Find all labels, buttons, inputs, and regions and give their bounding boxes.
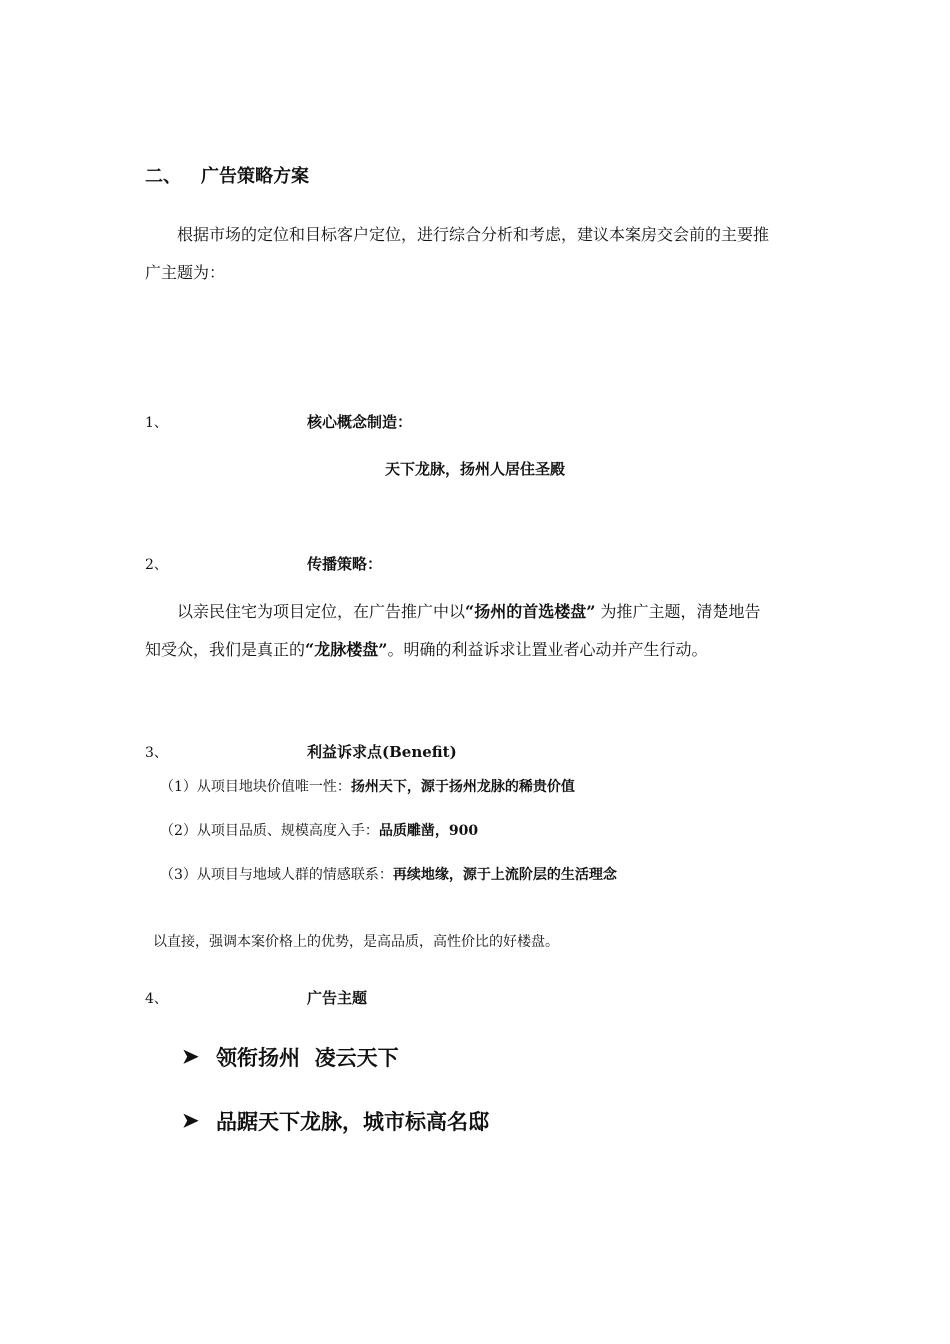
item2-text: 知受众，我们是真正的 (145, 640, 306, 659)
section-title: 广告策略方案 (201, 166, 309, 187)
item4-number: 4、 (145, 991, 168, 1007)
benefit-point-value: 扬州天下，源于扬州龙脉的稀贵价值 (350, 779, 575, 795)
item1-slogan: 天下龙脉，扬州人居住圣殿 (384, 460, 565, 478)
item4-title: 广告主题 (307, 989, 368, 1007)
bullet-arrow-icon: ➤ (182, 1044, 199, 1068)
benefit-point (160, 864, 617, 884)
bullet-arrow-icon: ➤ (182, 1108, 199, 1132)
item1-number: 1、 (145, 415, 168, 431)
ad-theme: 领衔扬州 凌云天下 (216, 1045, 399, 1070)
item2-paragraph-line-2 (145, 637, 707, 660)
benefit-point-value: 品质雕凿，900 (378, 823, 479, 839)
benefit-point-value: 再续地缘，源于上流阶层的生活理念 (392, 867, 617, 883)
benefit-point-label: （2）从项目品质、规模高度入手： (160, 823, 379, 839)
intro-line-2: 广主题为： (145, 263, 226, 282)
item2-paragraph-line-1 (177, 599, 761, 622)
ad-theme: 品踞天下龙脉，城市标高名邸 (216, 1109, 489, 1134)
item2-text: 为推广主题，清楚地告 (595, 602, 761, 621)
section-number: 二、 (145, 166, 181, 187)
benefit-point-label: （3）从项目与地域人群的情感联系： (160, 867, 393, 883)
item2-highlight: “龙脉楼盘” (305, 640, 388, 659)
item2-text: 以亲民住宅为项目定位，在广告推广中以 (177, 602, 466, 621)
item2-title: 传播策略： (307, 555, 383, 573)
benefit-summary: 以直接，强调本案价格上的优势，是高品质，高性价比的好楼盘。 (153, 934, 559, 950)
benefit-point (160, 776, 575, 796)
item3-title: 利益诉求点(Benefit) (307, 743, 457, 761)
item2-highlight: “扬州的首选楼盘” (465, 602, 596, 621)
intro-line-1: 根据市场的定位和目标客户定位，进行综合分析和考虑，建议本案房交会前的主要推 (177, 225, 770, 244)
benefit-point-label: （1）从项目地块价值唯一性： (160, 779, 351, 795)
item3-number: 3、 (145, 745, 168, 761)
item1-title: 核心概念制造： (307, 413, 413, 431)
benefit-point (160, 820, 478, 840)
item2-text: 。明确的利益诉求让置业者心动并产生行动。 (387, 640, 708, 659)
item2-number: 2、 (145, 557, 168, 573)
